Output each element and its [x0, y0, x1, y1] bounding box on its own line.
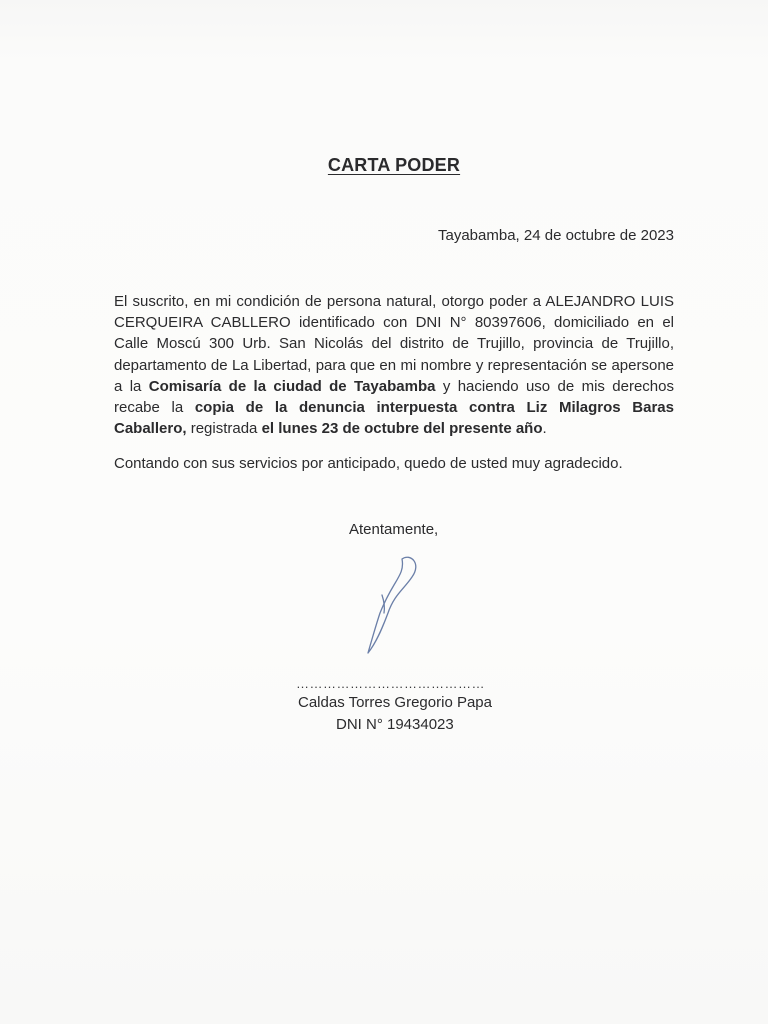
body-text-part: registrada: [186, 420, 262, 438]
body-bold-complaint-copy: copia de la denuncia interpuesta contra Liz Milagros Baras Caballero,: [114, 399, 674, 438]
salutation: Atentamente,: [349, 521, 439, 538]
body-bold-police-station: Comisaría de la ciudad de Tayabamba: [148, 377, 436, 395]
body-paragraph: [114, 291, 674, 439]
handwritten-signature: [358, 555, 428, 660]
signer-dni: DNI N° 19434023: [336, 716, 454, 733]
body-text-part: El suscrito, en mi condición de persona natural, otorgo poder a ALEJANDRO LUIS CERQUEIRA CABLLERO identificado con DNI N° 80397606, domiciliado en el Calle Moscú 300 Urb. San Nicolás del distrito de Trujillo, provincia de Trujillo, departamento de La Libertad, para que en mi nombre y representación se apersone a la: [114, 293, 674, 395]
body-text-part: .: [542, 420, 547, 438]
signature-line: ……………………………………: [296, 676, 485, 691]
closing-line: Contando con sus servicios por anticipado, quedo de usted muy agradecido.: [114, 455, 623, 472]
body-bold-date-registered: el lunes 23 de octubre del presente año: [261, 420, 543, 438]
document-title: CARTA PODER: [327, 155, 461, 175]
body-text-part: y haciendo uso de mis derechos recabe la: [114, 377, 674, 417]
signer-name: Caldas Torres Gregorio Papa: [298, 694, 492, 711]
place-date: Tayabamba, 24 de octubre de 2023: [437, 227, 674, 244]
